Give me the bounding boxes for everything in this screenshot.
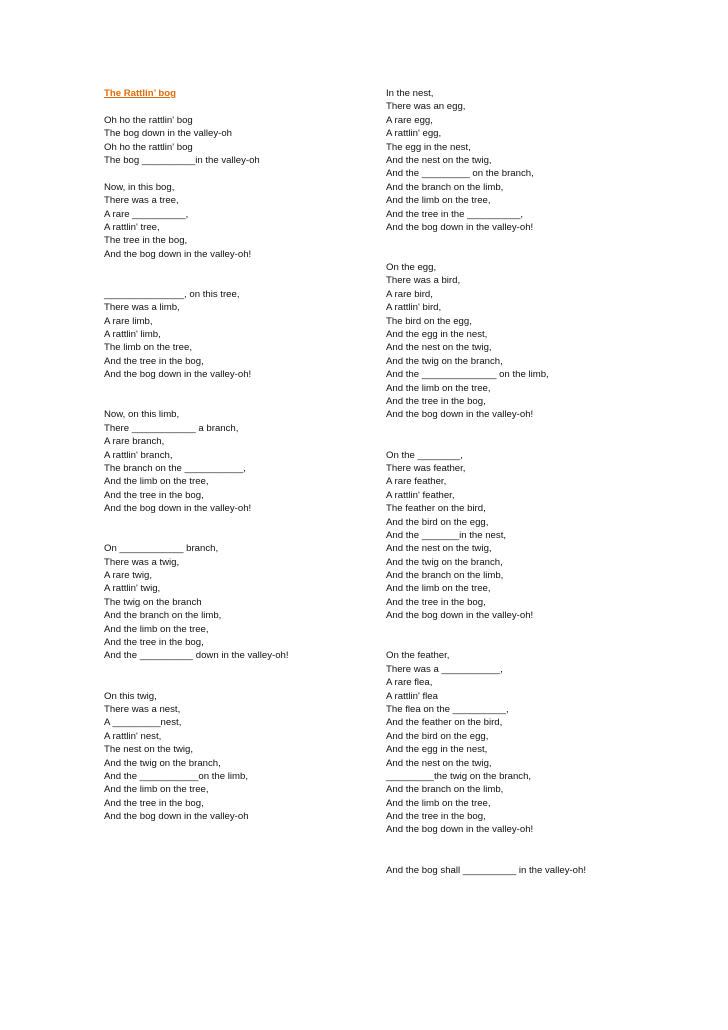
lyric-line: A rare feather, <box>386 476 447 488</box>
lyric-line: And the tree in the bog, <box>104 637 204 649</box>
lyric-line: And the tree in the __________, <box>386 208 524 220</box>
right-column <box>386 87 646 877</box>
lyric-line: A rare twig, <box>104 570 152 582</box>
lyric-line: And the tree in the bog, <box>386 811 486 823</box>
lyric-line: And the twig on the branch, <box>104 757 221 769</box>
lyric-line: And the branch on the limb, <box>104 610 222 622</box>
lyric-line: A rare egg, <box>386 114 433 126</box>
lyric-line: And the bird on the egg, <box>386 516 489 528</box>
lyric-line: And the tree in the bog, <box>104 489 204 501</box>
lyric-line: Now, in this bog, <box>104 181 175 193</box>
lyric-line: On the egg, <box>386 262 437 274</box>
lyric-line: And the bog down in the valley-oh! <box>386 409 534 421</box>
lyric-line: A rare flea, <box>386 677 433 689</box>
lyric-line: And the limb on the tree, <box>386 797 491 809</box>
lyric-line: The branch on the ___________, <box>104 462 246 474</box>
lyric-line: There was a bird, <box>386 275 461 287</box>
lyric-line <box>386 636 646 649</box>
lyric-line: Now, on this limb, <box>104 409 180 421</box>
lyric-line: And the tree in the bog, <box>104 355 204 367</box>
lyric-line: And the feather on the bird, <box>386 717 503 729</box>
lyric-line: A rattlin' nest, <box>104 730 162 742</box>
lyric-line: And the bird on the egg, <box>386 730 489 742</box>
lyric-line: And the tree in the bog, <box>104 797 204 809</box>
lyric-line <box>104 167 374 180</box>
lyric-line: And the limb on the tree, <box>386 195 491 207</box>
lyric-line: On the ________, <box>386 449 463 461</box>
lyric-line: The feather on the bird, <box>386 503 486 515</box>
lyric-line: And the nest on the twig, <box>386 543 492 555</box>
left-column <box>104 87 374 823</box>
lyric-line: Oh ho the rattlin' bog <box>104 114 193 126</box>
lyric-line <box>104 676 374 689</box>
lyric-line: There was a ___________, <box>386 663 503 675</box>
lyric-line: And the tree in the bog, <box>386 395 486 407</box>
lyric-line: The bog __________in the valley-oh <box>104 154 260 166</box>
lyric-line: A rattlin' bird, <box>386 302 442 314</box>
lyric-line: The egg in the nest, <box>386 141 471 153</box>
lyric-line <box>104 395 374 408</box>
lyric-line: And the branch on the limb, <box>386 570 504 582</box>
lyric-line: A rattlin' branch, <box>104 449 173 461</box>
lyric-line: And the limb on the tree, <box>104 623 209 635</box>
lyric-line: And the __________ down in the valley-oh! <box>104 650 289 662</box>
page-title: The Rattlin’ bog <box>104 88 176 99</box>
lyric-line: A rare branch, <box>104 436 165 448</box>
lyric-line <box>386 422 646 435</box>
left-lyrics <box>104 100 374 823</box>
lyric-line: On this twig, <box>104 690 157 702</box>
lyric-line: The tree in the bog, <box>104 235 188 247</box>
lyric-line: _______________, on this tree, <box>104 288 240 300</box>
lyric-line: And the bog down in the valley-oh! <box>104 503 252 515</box>
lyric-line: The bird on the egg, <box>386 315 472 327</box>
lyric-line: There was an egg, <box>386 101 466 113</box>
lyric-line: A rare bird, <box>386 288 433 300</box>
lyric-line: And the limb on the tree, <box>386 382 491 394</box>
lyric-line <box>386 623 646 636</box>
lyric-line: The limb on the tree, <box>104 342 192 354</box>
lyric-line: And the bog down in the valley-oh! <box>386 610 534 622</box>
lyric-line <box>386 234 646 247</box>
lyric-line <box>386 435 646 448</box>
lyric-line: And the bog down in the valley-oh! <box>386 221 534 233</box>
lyric-line: And the bog shall __________ in the valley-oh! <box>386 864 587 876</box>
lyric-line: And the limb on the tree, <box>104 784 209 796</box>
lyric-line <box>104 529 374 542</box>
lyric-line: On ____________ branch, <box>104 543 219 555</box>
lyric-line: On the feather, <box>386 650 450 662</box>
lyric-line: And the _________ on the branch, <box>386 168 534 180</box>
lyric-line: And the egg in the nest, <box>386 329 488 341</box>
lyric-line: And the tree in the bog, <box>386 596 486 608</box>
lyric-line: And the _______in the nest, <box>386 529 507 541</box>
lyric-line: The nest on the twig, <box>104 744 194 756</box>
lyric-line: A rattlin' feather, <box>386 489 455 501</box>
lyric-line: And the nest on the twig, <box>386 342 492 354</box>
lyric-line: And the nest on the twig, <box>386 154 492 166</box>
lyric-line <box>104 261 374 274</box>
lyric-line <box>104 382 374 395</box>
right-lyrics <box>386 87 646 877</box>
lyric-line: There was a twig, <box>104 556 180 568</box>
lyric-line: And the bog down in the valley-oh! <box>104 248 252 260</box>
lyric-line: A rattlin' tree, <box>104 221 160 233</box>
lyric-line: A rattlin' twig, <box>104 583 161 595</box>
lyric-line: A _________nest, <box>104 717 182 729</box>
lyric-line: And the bog down in the valley-oh! <box>104 369 252 381</box>
lyric-line: And the branch on the limb, <box>386 784 504 796</box>
lyric-line: A rare limb, <box>104 315 153 327</box>
lyric-line: A rattlin' egg, <box>386 128 442 140</box>
lyric-line <box>104 516 374 529</box>
lyric-line: A rattlin' limb, <box>104 329 161 341</box>
lyric-line <box>104 274 374 287</box>
lyric-line: And the limb on the tree, <box>386 583 491 595</box>
lyric-line <box>104 663 374 676</box>
lyric-line: And the twig on the branch, <box>386 355 503 367</box>
lyric-line <box>386 248 646 261</box>
lyric-line: A rattlin' flea <box>386 690 438 702</box>
lyric-line: And the nest on the twig, <box>386 757 492 769</box>
lyric-line: The twig on the branch <box>104 596 202 608</box>
lyric-line: There was a tree, <box>104 195 179 207</box>
lyric-line: And the twig on the branch, <box>386 556 503 568</box>
lyric-line: And the limb on the tree, <box>104 476 209 488</box>
lyric-line: There ____________ a branch, <box>104 422 239 434</box>
lyric-line: And the ______________ on the limb, <box>386 369 549 381</box>
lyric-line: There was a nest, <box>104 703 181 715</box>
lyric-line: There was a limb, <box>104 302 180 314</box>
lyric-line: And the bog down in the valley-oh <box>104 811 249 823</box>
lyric-line: And the branch on the limb, <box>386 181 504 193</box>
lyric-line: And the bog down in the valley-oh! <box>386 824 534 836</box>
lyric-line <box>386 850 646 863</box>
lyric-line: The flea on the __________, <box>386 703 509 715</box>
lyric-line: Oh ho the rattlin' bog <box>104 141 193 153</box>
lyric-line <box>104 100 374 113</box>
lyric-line: And the egg in the nest, <box>386 744 488 756</box>
lyric-line: _________the twig on the branch, <box>386 770 532 782</box>
lyric-line: The bog down in the valley-oh <box>104 128 232 140</box>
lyric-line: And the ___________on the limb, <box>104 770 249 782</box>
lyric-line: A rare __________, <box>104 208 189 220</box>
lyric-line: There was feather, <box>386 462 466 474</box>
lyric-line <box>386 837 646 850</box>
lyric-line: In the nest, <box>386 88 434 99</box>
